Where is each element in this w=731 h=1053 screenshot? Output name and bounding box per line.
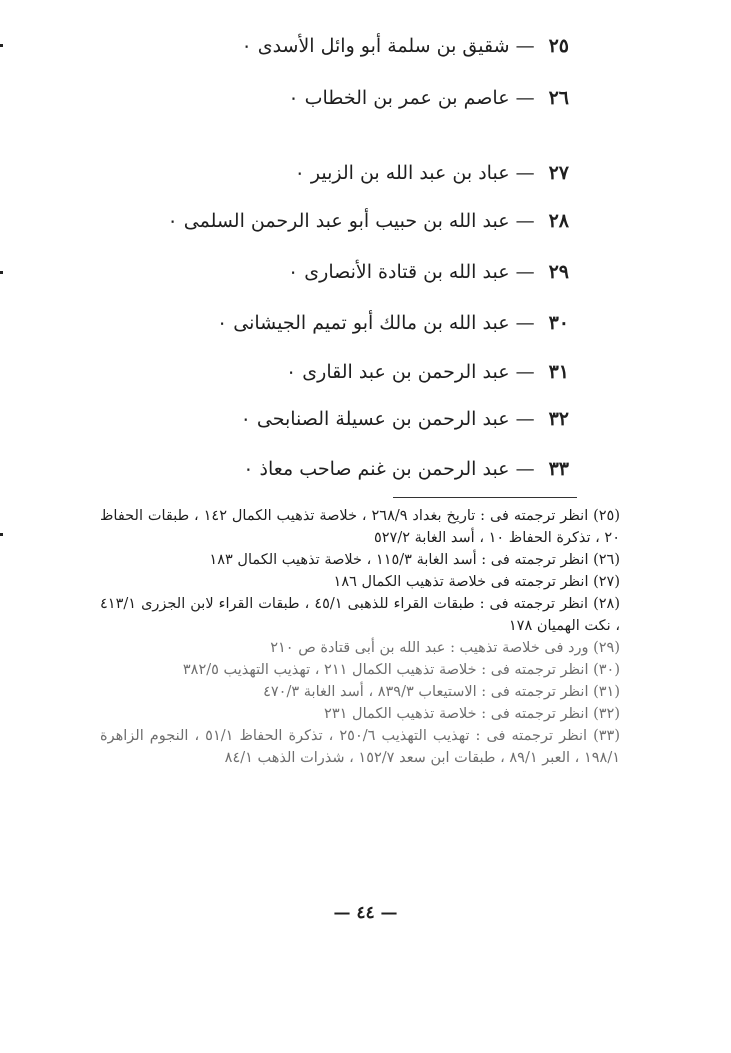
scan-mark-top <box>0 44 3 47</box>
entry-number: ٢٩ <box>548 261 569 283</box>
scan-mark-bottom <box>0 533 3 536</box>
entry-text: — شقيق بن سلمة أبو وائل الأسدى ٠ <box>241 35 535 57</box>
footnote-30: (٣٠) انظر ترجمته فى : خلاصة تذهيب الكمال ٢١١ ، تهذيب التهذيب ٣٨٢/٥ <box>182 662 620 678</box>
entry-number: ٣٠ <box>548 312 569 334</box>
footnote-29: (٢٩) ورد فى خلاصة تذهيب : عبد الله بن أبى قتادة ص ٢١٠ <box>270 640 620 656</box>
entry-text: — عبد الرحمن بن غنم صاحب معاذ ٠ <box>243 458 535 480</box>
footnote-33: (٣٣) انظر ترجمته فى : تهذيب التهذيب ٢٥٠/٦ ، تذكرة الحفاظ ٥١/١ ، النجوم الزاهرة ١٩٨/١ ، العبر ٨٩/١ ، طبقات ابن سعد ١٥٢/٧ ، شذرات الذهب ٨٤/١ <box>100 728 620 766</box>
entry-number: ٣١ <box>548 361 569 383</box>
entry-number: ٢٨ <box>548 210 569 232</box>
entry-text: — عبد الله بن قتادة الأنصارى ٠ <box>288 261 535 283</box>
footnote-25: (٢٥) انظر ترجمته فى : تاريخ بغداد ٢٦٨/٩ ، خلاصة تذهيب الكمال ١٤٢ ، طبقات الحفاظ ٢٠ ، تذكرة الحفاظ ١٠ ، أسد الغابة ٥٢٧/٢ <box>100 508 621 546</box>
entry-text: — عبد الله بن حبيب أبو عبد الرحمن السلمى ٠ <box>167 210 535 232</box>
entry-number: ٢٦ <box>548 87 569 109</box>
entry-number: ٢٧ <box>548 162 569 184</box>
entry-number: ٢٥ <box>548 35 569 57</box>
entry-28 <box>167 207 569 235</box>
footnote-27: (٢٧) انظر ترجمته فى خلاصة تذهيب الكمال ١٨٦ <box>333 574 620 590</box>
entry-26 <box>288 84 569 112</box>
entry-33 <box>243 455 569 483</box>
entry-29 <box>288 258 569 286</box>
page-number: — ٤٤ — <box>333 903 398 923</box>
entry-text: — عباد بن عبد الله بن الزبير ٠ <box>294 162 535 184</box>
footnote-28: (٢٨) انظر ترجمته فى : طبقات القراء للذهبى ٤٥/١ ، طبقات القراء لابن الجزرى ٤١٣/١ ، نكت الهميان ١٧٨ <box>100 596 620 634</box>
scan-mark-middle <box>0 271 3 274</box>
entry-number: ٣٢ <box>548 408 569 430</box>
entry-text: — عبد الرحمن بن عبد القارى ٠ <box>286 361 535 383</box>
entry-text: — عبد الله بن مالك أبو تميم الجيشانى ٠ <box>216 312 535 334</box>
entry-text: — عبد الرحمن بن عسيلة الصنابحى ٠ <box>240 408 535 430</box>
footnote-separator <box>393 497 577 498</box>
entry-31 <box>286 358 569 386</box>
footnote-32: (٣٢) انظر ترجمته فى : خلاصة تذهيب الكمال ٢٣١ <box>324 706 620 722</box>
entry-27 <box>295 159 569 187</box>
entry-number: ٣٣ <box>548 458 569 480</box>
entry-30 <box>217 309 569 337</box>
footnote-31: (٣١) انظر ترجمته فى : الاستيعاب ٨٣٩/٣ ، أسد الغابة ٤٧٠/٣ <box>263 684 620 700</box>
footnotes <box>100 505 620 769</box>
footnote-26: (٢٦) انظر ترجمته فى : أسد الغابة ١١٥/٣ ، خلاصة تذهيب الكمال ١٨٣ <box>209 552 620 568</box>
entry-text: — عاصم بن عمر بن الخطاب ٠ <box>288 87 535 109</box>
entry-32 <box>241 405 569 433</box>
entry-25 <box>241 32 569 60</box>
